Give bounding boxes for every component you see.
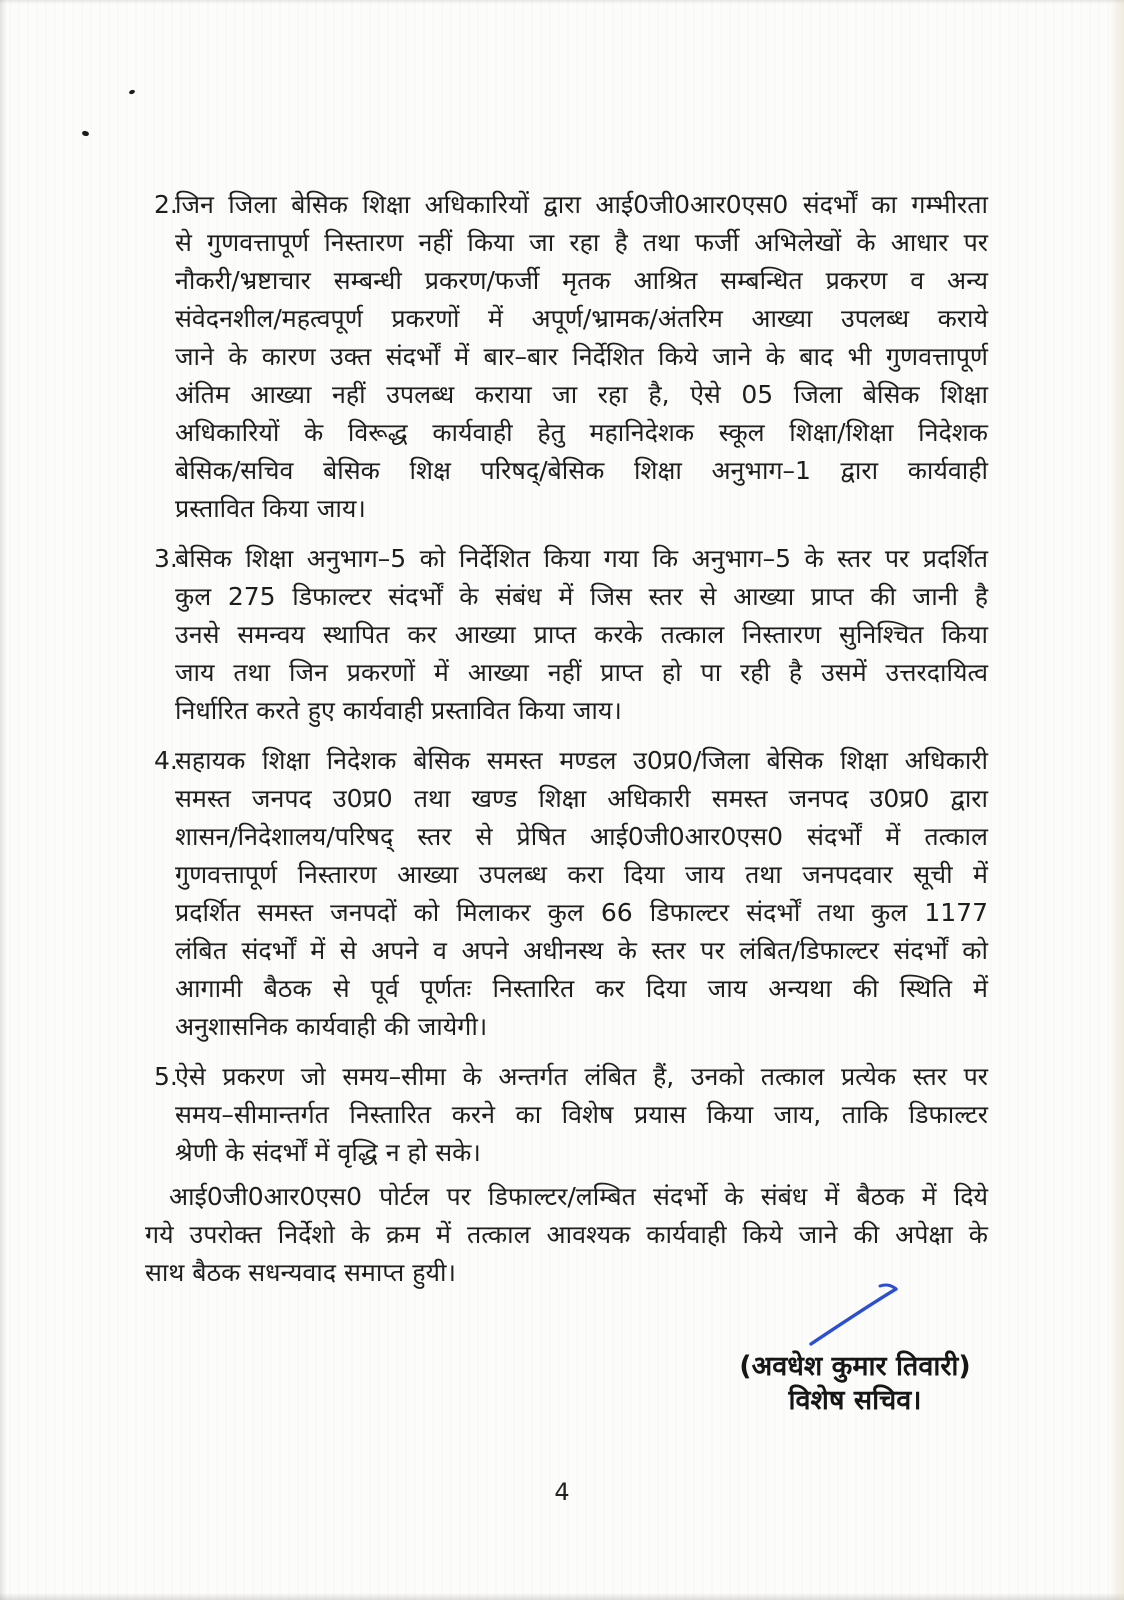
text-line: नौकरी/भ्रष्टाचार सम्बन्धी प्रकरण/फर्जी मृतक आश्रित सम्बन्धित प्रकरण व अन्य	[175, 266, 988, 295]
text-line: गुणवत्तापूर्ण निस्तारण आख्या उपलब्ध करा दिया जाय तथा जनपदवार सूची में	[175, 860, 988, 889]
text-line: गये उपरोक्त निर्देशो के क्रम में तत्काल आवश्यक कार्यवाही किये जाने की अपेक्षा के	[145, 1220, 988, 1249]
text-line: संवेदनशील/महत्वपूर्ण प्रकरणों में अपूर्ण/भ्रामक/अंतरिम आख्या उपलब्ध कराये	[175, 304, 988, 333]
item-body	[175, 540, 988, 730]
page-number: 4	[554, 1478, 570, 1506]
text-line: लंबित संदर्भों में से अपने व अपने अधीनस्थ के स्तर पर लंबित/डिफाल्टर संदर्भों को	[175, 936, 988, 965]
text-line: उनसे समन्वय स्थापित कर आख्या प्राप्त करके तत्काल निस्तारण सुनिश्चित किया	[175, 620, 988, 649]
text-line: से गुणवत्तापूर्ण निस्तारण नहीं किया जा रहा है तथा फर्जी अभिलेखों के आधार पर	[175, 228, 988, 257]
text-line: समस्त जनपद उ0प्र0 तथा खण्ड शिक्षा अधिकारी समस्त जनपद उ0प्र0 द्वारा	[175, 784, 988, 813]
text-line: समय–सीमान्तर्गत निस्तारित करने का विशेष प्रयास किया जाय, ताकि डिफाल्टर	[175, 1100, 988, 1129]
item-number: 2.	[154, 190, 178, 219]
text-line: श्रेणी के संदर्भों में वृद्धि न हो सके।	[175, 1138, 481, 1167]
numbered-paragraphs	[154, 186, 988, 1184]
item-body	[175, 742, 988, 1046]
item-number: 3.	[154, 544, 178, 573]
text-line: शासन/निदेशालय/परिषद् स्तर से प्रेषित आई0जी0आर0एस0 संदर्भों में तत्काल	[175, 822, 988, 851]
item-body	[175, 1058, 988, 1172]
scan-edge-bottom	[0, 1593, 1124, 1600]
ink-speck	[81, 130, 89, 137]
text-line: ऐसे प्रकरण जो समय–सीमा के अन्तर्गत लंबित हैं, उनको तत्काल प्रत्येक स्तर पर	[175, 1062, 988, 1091]
text-line: सहायक शिक्षा निदेशक बेसिक समस्त मण्डल उ0प्र0/जिला बेसिक शिक्षा अधिकारी	[175, 746, 988, 775]
scan-edge-left	[0, 0, 7, 1600]
list-item-5	[154, 1058, 988, 1172]
text-line: प्रस्तावित किया जाय।	[175, 494, 366, 523]
scan-edge-right	[1109, 0, 1124, 1600]
text-line: जिन जिला बेसिक शिक्षा अधिकारियों द्वारा आई0जी0आर0एस0 संदर्भों का गम्भीरता	[175, 190, 988, 219]
scan-edge-top	[0, 0, 1124, 4]
signature-name: (अवधेश कुमार तिवारी)	[739, 1351, 971, 1382]
text-line: प्रदर्शित समस्त जनपदों को मिलाकर कुल 66 डिफाल्टर संदर्भों तथा कुल 1177	[175, 898, 988, 927]
closing-paragraph	[145, 1178, 988, 1292]
item-number: 4.	[154, 746, 178, 775]
text-line: अधिकारियों के विरूद्ध कार्यवाही हेतु महानिदेशक स्कूल शिक्षा/शिक्षा निदेशक	[175, 418, 988, 447]
text-line: जाय तथा जिन प्रकरणों में आख्या नहीं प्राप्त हो पा रही है उसमें उत्तरदायित्व	[175, 658, 988, 687]
text-line: आगामी बैठक से पूर्व पूर्णतः निस्तारित कर दिया जाय अन्यथा की स्थिति में	[175, 974, 988, 1003]
text-line: जाने के कारण उक्त संदर्भों में बार–बार निर्देशित किये जाने के बाद भी गुणवत्तापूर्ण	[175, 342, 988, 371]
signature-block	[715, 1282, 995, 1418]
text-line: निर्धारित करते हुए कार्यवाही प्रस्तावित किया जाय।	[175, 696, 622, 725]
text-line: अंतिम आख्या नहीं उपलब्ध कराया जा रहा है, ऐसे 05 जिला बेसिक शिक्षा	[175, 380, 988, 409]
text-line: बेसिक शिक्षा अनुभाग–5 को निर्देशित किया गया कि अनुभाग–5 के स्तर पर प्रदर्शित	[175, 544, 988, 573]
list-item-3	[154, 540, 988, 730]
item-body	[175, 186, 988, 528]
text-line: बेसिक/सचिव बेसिक शिक्ष परिषद्/बेसिक शिक्षा अनुभाग–1 द्वारा कार्यवाही	[175, 456, 988, 485]
list-item-2	[154, 186, 988, 528]
signature-title: विशेष सचिव।	[788, 1385, 922, 1416]
text-line: आई0जी0आर0एस0 पोर्टल पर डिफाल्टर/लम्बित संदर्भो के संबंध में बैठक में दिये	[169, 1182, 988, 1211]
ink-speck	[128, 89, 135, 95]
text-line: अनुशासनिक कार्यवाही की जायेगी।	[175, 1012, 488, 1041]
text-line: साथ बैठक सधन्यवाद समाप्त हुयी।	[145, 1258, 456, 1287]
list-item-4	[154, 742, 988, 1046]
signature-ink	[808, 1282, 908, 1348]
item-number: 5.	[154, 1062, 178, 1091]
text-line: कुल 275 डिफाल्टर संदर्भों के संबंध में जिस स्तर से आख्या प्राप्त की जानी है	[175, 582, 988, 611]
